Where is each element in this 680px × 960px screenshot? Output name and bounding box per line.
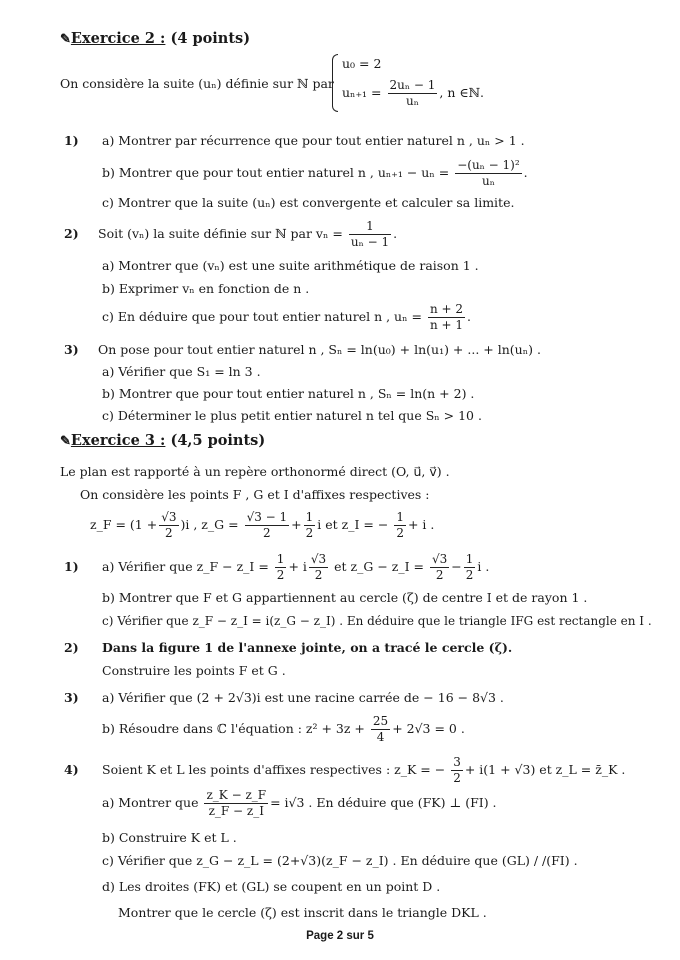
ex3-q1c: c) Vérifier que z_F − z_I = i(z_G − z_I) . En déduire que le triangle IFG est rectangle en I . bbox=[102, 614, 652, 628]
ex2-q3b: b) Montrer que pour tout entier naturel n , Sₙ = ln(n + 2) . bbox=[102, 386, 475, 401]
ex2-def-recurrence: uₙ₊₁ = $\frac{\text{2uₙ − 1}}{\text{uₙ}}$ , n ∈ℕ. bbox=[342, 78, 484, 108]
ex3-q2-line2: Construire les points F et G . bbox=[102, 663, 286, 678]
fraction: $\frac{1}{\text{uₙ − 1}}$ bbox=[350, 219, 390, 249]
fraction: $\frac{1}{2}$ bbox=[465, 552, 474, 582]
fraction: $\frac{1}{2}$ bbox=[396, 510, 404, 540]
page-footer: Page 2 sur 5 bbox=[306, 930, 374, 942]
fraction: $\frac{z\_K - z\_F}{z\_F - z\_I}$ bbox=[206, 788, 267, 818]
ex3-q2-line1: Dans la figure 1 de l'annexe jointe, on a tracé le cercle (ζ). bbox=[102, 640, 513, 655]
q-number: 1) bbox=[64, 559, 79, 574]
ex2-q2-intro: Soit (vₙ) la suite définie sur ℕ par vₙ = $\frac{1}{\text{uₙ − 1}}$ . bbox=[98, 219, 398, 249]
q-number: 1) bbox=[64, 133, 79, 148]
system-brace bbox=[332, 54, 338, 112]
ex3-q3a: a) Vérifier que (2 + 2√3)i est une racine carrée de − 16 − 8√3 . bbox=[102, 690, 504, 705]
ex3-q4d: d) Les droites (FK) et (GL) se coupent en un point D . bbox=[102, 879, 441, 894]
ex3-q3b: b) Résoudre dans ℂ l'équation : z² + 3z + $\frac{25}{4}$ + 2√3 = 0 . bbox=[102, 714, 465, 744]
fraction: $\frac{1}{2}$ bbox=[276, 552, 285, 582]
ex2-q2c: c) En déduire que pour tout entier naturel n , uₙ = $\frac{n + 2}{n + 1}$ . bbox=[102, 302, 471, 332]
ex3-q4-intro: Soient K et L les points d'affixes respectives : z_K = − $\frac{3}{2}$ + i(1 + √3) et z_L = z̄_K . bbox=[102, 755, 626, 785]
ex3-q1b: b) Montrer que F et G appartiennent au cercle (ζ) de centre I et de rayon 1 . bbox=[102, 590, 588, 605]
ex3-q4b: b) Construire K et L . bbox=[102, 830, 237, 845]
ex2-q2b: b) Exprimer vₙ en fonction de n . bbox=[102, 281, 310, 296]
ex2-q1a: a) Montrer par récurrence que pour tout entier naturel n , uₙ > 1 . bbox=[102, 133, 525, 148]
ex3-intro1: Le plan est rapporté à un repère orthonormé direct (O, u⃗, v⃗) . bbox=[60, 464, 450, 479]
ex2-q2a: a) Montrer que (vₙ) est une suite arithmétique de raison 1 . bbox=[102, 258, 479, 273]
ex3-affixes: z_F = (1 + $\frac{√3}{2}$ )i , z_G = $\frac{√3 - 1}{2}$ + $\frac{1}{2}$ i et z_I = − $\frac{1}{2}$ + i . bbox=[90, 510, 435, 540]
fraction: $\frac{\text{−(uₙ − 1)²}}{\text{uₙ}}$ bbox=[457, 158, 520, 188]
ex3-q4c: c) Vérifier que z_G − z_L = (2+√3)(z_F − z_I) . En déduire que (GL) / /(FI) . bbox=[102, 853, 578, 868]
ex2-q1c: c) Montrer que la suite (uₙ) est convergente et calculer sa limite. bbox=[102, 195, 515, 210]
ex2-def-u0: u₀ = 2 bbox=[342, 56, 382, 71]
fraction: $\frac{√3}{2}$ bbox=[432, 552, 448, 582]
q-number: 3) bbox=[64, 690, 79, 705]
exercise-2-title: ✎Exercice 2 : (4 points) bbox=[60, 30, 251, 47]
ex2-intro: On considère la suite (uₙ) définie sur ℕ par bbox=[60, 76, 334, 91]
pencil-icon: ✎ bbox=[60, 32, 71, 47]
fraction: $\frac{\text{2uₙ − 1}}{\text{uₙ}}$ bbox=[389, 78, 436, 108]
ex2-q3c: c) Déterminer le plus petit entier naturel n tel que Sₙ > 10 . bbox=[102, 408, 482, 423]
fraction: $\frac{√3 - 1}{2}$ bbox=[246, 510, 288, 540]
ex3-q1a: a) Vérifier que z_F − z_I = $\frac{1}{2}$ + i $\frac{√3}{2}$ et z_G − z_I = $\frac{√3}{2}$ − $\frac{1}{2}$ i . bbox=[102, 552, 490, 582]
ex2-q3a: a) Vérifier que S₁ = ln 3 . bbox=[102, 364, 261, 379]
fraction: $\frac{√3}{2}$ bbox=[310, 552, 327, 582]
ex2-q3-intro: On pose pour tout entier naturel n , Sₙ = ln(u₀) + ln(u₁) + ... + ln(uₙ) . bbox=[98, 342, 541, 357]
q-number: 3) bbox=[64, 342, 79, 357]
q-number: 2) bbox=[64, 226, 79, 241]
ex3-q4a: a) Montrer que $\frac{z\_K - z\_F}{z\_F - z\_I}$ = i√3 . En déduire que (FK) ⊥ (FI) . bbox=[102, 788, 497, 818]
ex3-q4e: Montrer que le cercle (ζ) est inscrit dans le triangle DKL . bbox=[118, 905, 487, 920]
q-number: 4) bbox=[64, 762, 79, 777]
ex2-q1b: b) Montrer que pour tout entier naturel n , uₙ₊₁ − uₙ = $\frac{\text{−(uₙ − 1)²}}{\text{uₙ}}$ . bbox=[102, 158, 528, 188]
pencil-icon: ✎ bbox=[60, 434, 71, 449]
fraction: $\frac{1}{2}$ bbox=[305, 510, 314, 540]
fraction: $\frac{√3}{2}$ bbox=[161, 510, 177, 540]
fraction: $\frac{25}{4}$ bbox=[372, 714, 389, 744]
ex3-intro2: On considère les points F , G et I d'affixes respectives : bbox=[80, 487, 430, 502]
exercise-3-title: ✎Exercice 3 : (4,5 points) bbox=[60, 432, 266, 449]
fraction: $\frac{3}{2}$ bbox=[453, 755, 461, 785]
q-number: 2) bbox=[64, 640, 79, 655]
fraction: $\frac{n + 2}{n + 1}$ bbox=[429, 302, 463, 332]
